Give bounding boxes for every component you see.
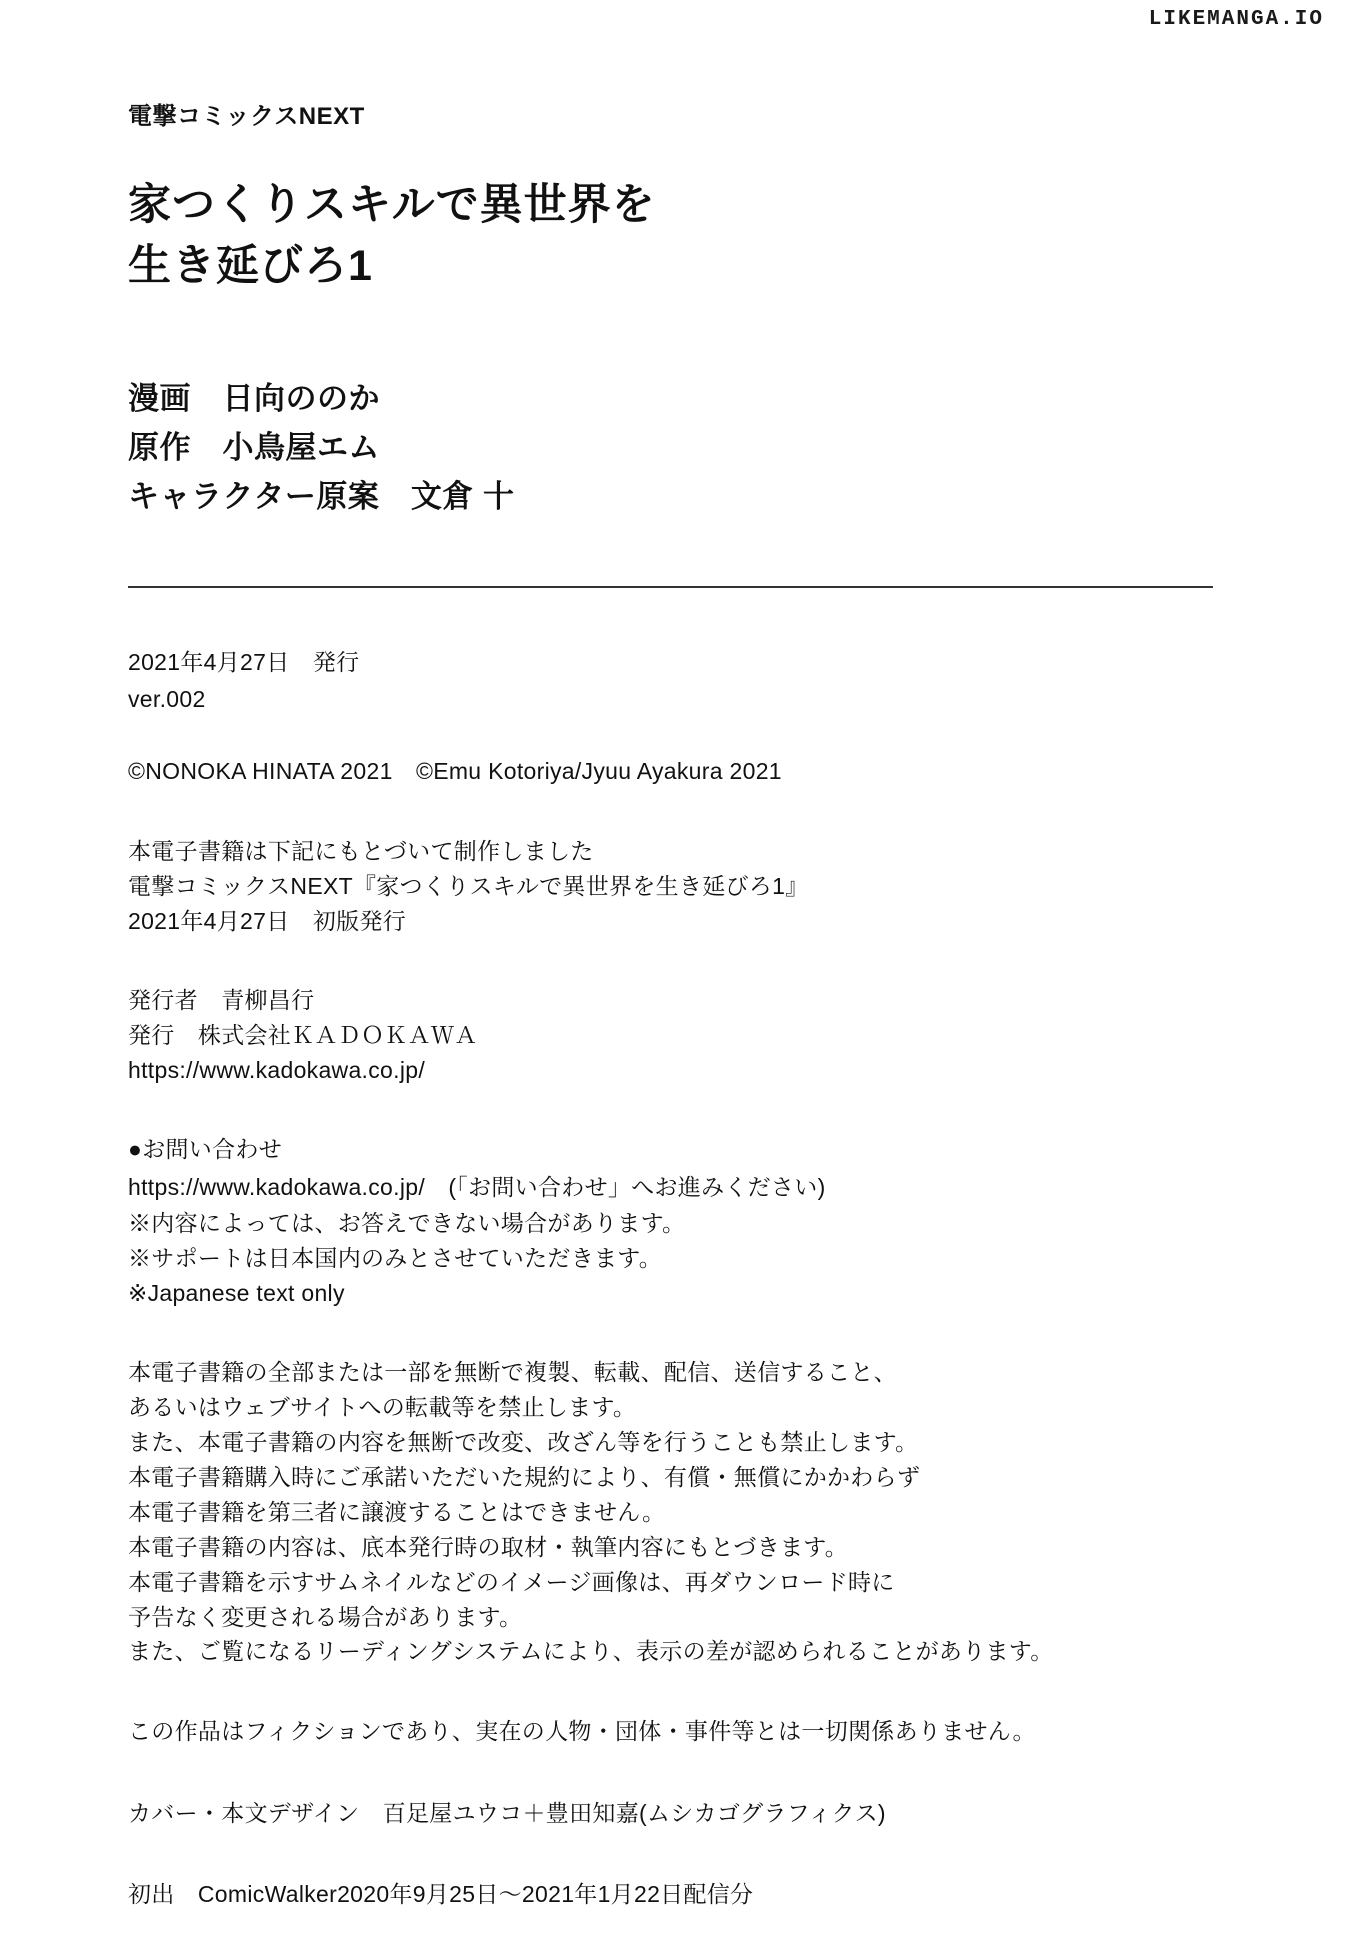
publisher-url[interactable]: https://www.kadokawa.co.jp/: [128, 1056, 426, 1083]
source-note-line-1: 本電子書籍は下記にもとづいて制作しました: [128, 837, 594, 864]
page-title: [128, 175, 1218, 297]
disclaimer-block: [128, 1713, 1218, 1750]
terms-line: また、本電子書籍の内容を無断で改変、改ざん等を行うことも禁止します。: [128, 1428, 919, 1455]
fiction-disclaimer: この作品はフィクションであり、実在の人物・団体・事件等とは一切関係ありません。: [128, 1718, 1036, 1745]
contact-note-2: ※サポートは日本国内のみとさせていただきます。: [128, 1244, 663, 1271]
credit-character-design: キャラクター原案 文倉 十: [128, 479, 515, 515]
terms-line: 予告なく変更される場合があります。: [128, 1603, 523, 1630]
credits-block: [128, 375, 1218, 522]
imprint-label: 電撃コミックスNEXT: [128, 103, 365, 130]
source-note-block: [128, 834, 1218, 939]
terms-line: あるいはウェブサイトへの転載等を禁止します。: [128, 1393, 637, 1420]
site-watermark: LIKEMANGA.IO: [1148, 8, 1324, 31]
terms-line: また、ご覧になるリーディングシステムにより、表示の差が認められることがあります。: [128, 1638, 1054, 1665]
contact-heading: ●お問い合わせ: [128, 1136, 282, 1163]
terms-line: 本電子書籍を第三者に譲渡することはできません。: [128, 1498, 666, 1525]
design-credit: カバー・本文デザイン 百足屋ユウコ＋豊田知嘉(ムシカゴグラフィクス): [128, 1799, 886, 1826]
publisher-representative: 発行者 青柳昌行: [128, 986, 315, 1013]
first-publication-credit: 初出 ComicWalker2020年9月25日～2021年1月22日配信分: [128, 1880, 754, 1907]
source-note-line-3: 2021年4月27日 初版発行: [128, 907, 407, 934]
contact-note-3: ※Japanese text only: [128, 1279, 345, 1306]
terms-line: 本電子書籍を示すサムネイルなどのイメージ画像は、再ダウンロード時に: [128, 1568, 895, 1595]
copyright-block: [128, 753, 1218, 790]
contact-note-1: ※内容によっては、お答えできない場合があります。: [128, 1209, 686, 1236]
publication-block: [128, 644, 1218, 719]
contact-block: [128, 1131, 1218, 1310]
credit-artist: 漫画 日向ののか: [128, 381, 380, 417]
title-line-1: 家つくりスキルで異世界を: [128, 181, 656, 229]
first-publication-block: [128, 1876, 1218, 1913]
publisher-block: [128, 983, 1218, 1088]
credit-original-author: 原作 小鳥屋エム: [128, 430, 380, 466]
terms-line: 本電子書籍の全部または一部を無断で複製、転載、配信、送信すること、: [128, 1358, 897, 1385]
publisher-company: 発行 株式会社ＫＡＤＯＫＡＷＡ: [128, 1021, 478, 1048]
title-line-2: 生き延びろ1: [128, 242, 373, 291]
divider: [128, 586, 1213, 588]
copyright-notice: ©NONOKA HINATA 2021 ©Emu Kotoriya/Jyuu Ayakura 2021: [128, 757, 782, 784]
publication-date: 2021年4月27日 発行: [128, 649, 360, 675]
source-note-line-2: 電撃コミックスNEXT『家つくりスキルで異世界を生き延びろ1』: [128, 872, 809, 899]
publication-version: ver.002: [128, 686, 206, 713]
colophon-page: [128, 96, 1218, 1947]
terms-line: 本電子書籍の内容は、底本発行時の取材・執筆内容にもとづきます。: [128, 1533, 848, 1560]
terms-block: [128, 1355, 1218, 1670]
terms-line: 本電子書籍購入時にご承諾いただいた規約により、有償・無償にかかわらず: [128, 1463, 921, 1490]
contact-url[interactable]: https://www.kadokawa.co.jp/ (「お問い合わせ」へお進みください): [128, 1173, 826, 1200]
design-block: [128, 1795, 1218, 1832]
